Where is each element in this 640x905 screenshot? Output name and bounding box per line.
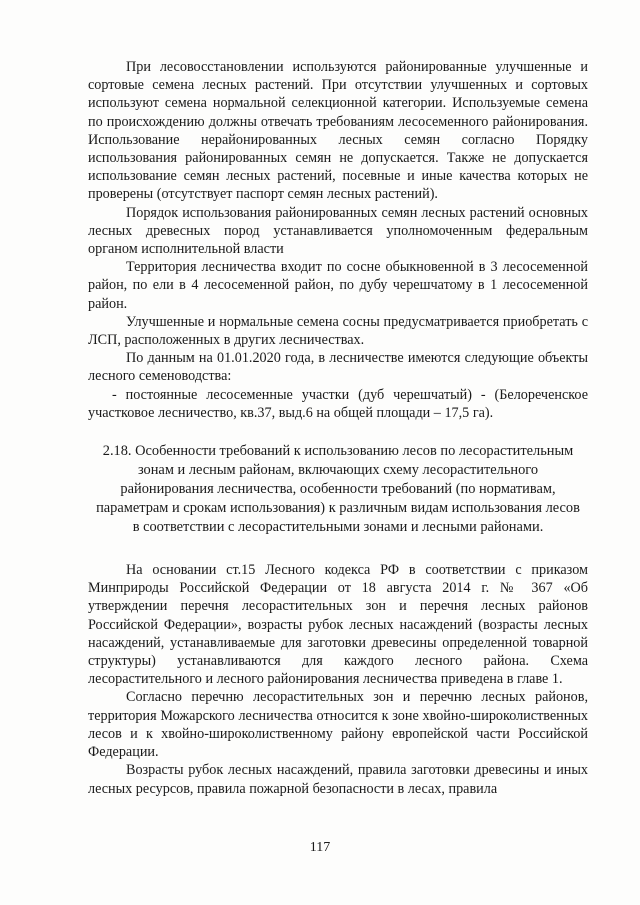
paragraph-forest-code: На основании ст.15 Лесного кодекса РФ в соответствии с приказом Минприроды Российской Федерации от 18 августа 2014 г. № 367 «Об утверждении перечня лесорастительных зон и перечня лесных районов Российской Федерации», возрасты рубок лесных насаждений (возрасты лесных насаждений, устанавливаемые для заготовки древесины определенной товарной структуры) устанавливаются для каждого лесного района. Схема лесорастительного и лесного районирования лесничества приведена в главе 1. [88, 562, 588, 688]
paragraph-seeds-usage: При лесовосстановлении используются районированные улучшенные и сортовые семена лесных растений. При отсутствии улучшенных и сортовых используют семена нормальной селекционной категории. Используемые семена по происхождению должны отвечать требованиям лесосеменного районирования. Использование нерайонированных лесных семян согласно Порядку использования районированных семян не допускается. Также не допускается использование семян лесных растений, посевные и иные качества которых не проверены (отсутствует паспорт семян лесных растений). [88, 59, 588, 203]
paragraph-seed-objects: По данным на 01.01.2020 года, в лесничестве имеются следующие объекты лесного семеноводства: [88, 350, 588, 385]
paragraph-seed-regions: Территория лесничества входит по сосне обыкновенной в 3 лесосеменной район, по ели в 4 лесосеменной район, по дубу черешчатому в 1 лесосеменной район. [88, 259, 588, 312]
document-body [88, 58, 588, 798]
paragraph-pine-seeds: Улучшенные и нормальные семена сосны предусматривается приобретать с ЛСП, расположенных в других лесничествах. [88, 313, 588, 349]
list-item-seed-plots: - постоянные лесосеменные участки (дуб черешчатый) - (Белореченское участковое лесничество, кв.37, выд.6 на общей площади – 17,5 га). [88, 386, 588, 421]
paragraph-seeds-order: Порядок использования районированных семян лесных растений основных лесных древесных пород устанавливается уполномоченным федеральным органом исполнительной власти [88, 204, 588, 258]
section-gap [88, 537, 588, 561]
paragraph-cutting-ages: Возрасты рубок лесных насаждений, правила заготовки древесины и иных лесных ресурсов, правила пожарной безопасности в лесах, правила [88, 762, 588, 797]
section-heading: 2.18. Особенности требований к использованию лесов по лесорастительным зонам и лесным районам, включающих схему лесорастительного районирования лесничества, особенности требований (по нормативам, параметрам и срокам использования) к различным видам использования лесов в соответствии с лесорастительными зонами и лесными районами. [96, 443, 580, 536]
paragraph-forest-zones: Согласно перечню лесорастительных зон и перечню лесных районов, территория Можарского лесничества относится к зоне хвойно-широколиственных лесов и к хвойно-широколиственному району европейской части Российской Федерации. [88, 689, 588, 761]
page-number: 117 [309, 840, 331, 855]
